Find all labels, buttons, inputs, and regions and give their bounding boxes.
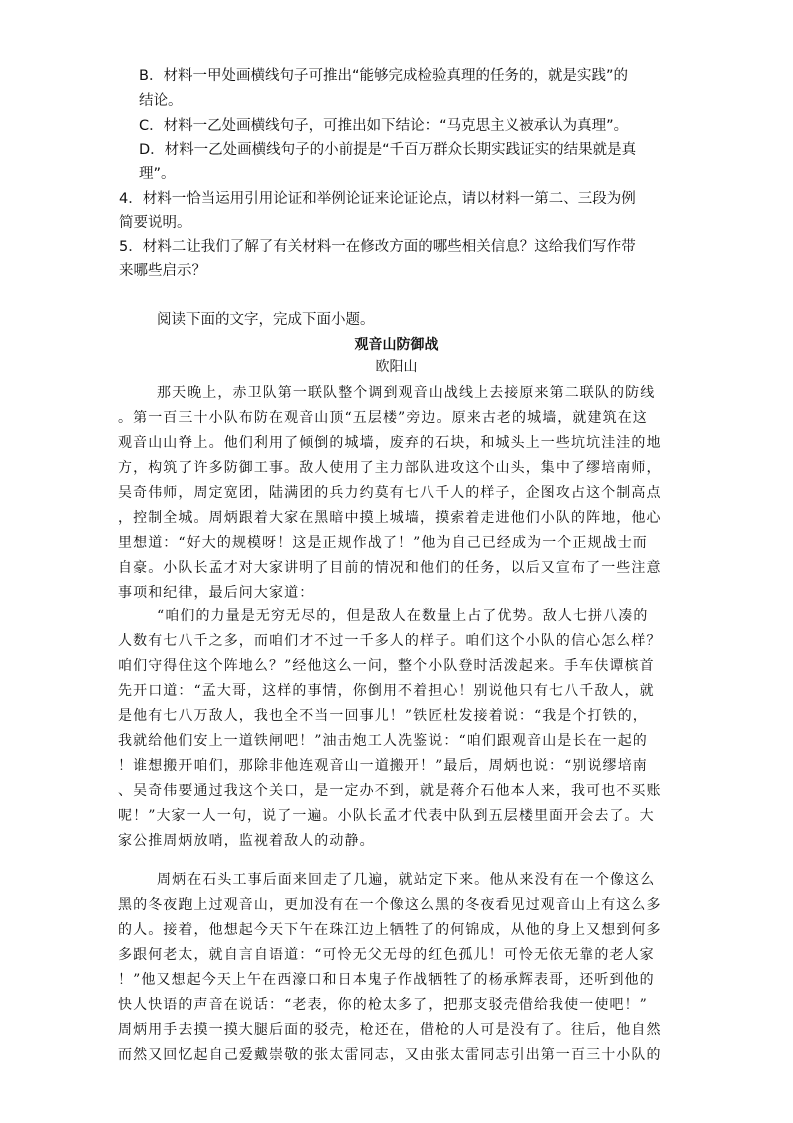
paragraph-1-line: 方，构筑了许多防御工事。敌人使用了主力部队进攻这个山头，集中了缪培南师，: [118, 460, 662, 476]
paragraph-3-line: 周炳在石头工事后面来回走了几遍，就站定下来。他从来没有在一个像这么: [157, 872, 656, 888]
paragraph-2-line: 、吴奇伟要通过我这个关口，是一定办不到，就是蒋介石他本人来，我可也不买账: [118, 783, 662, 799]
paragraph-2-line: “咱们的力量是无穷无尽的，但是敌人在数量上占了优势。敌人七拼八凑的: [157, 608, 649, 624]
paragraph-3-line: 黑的冬夜跑上过观音山，更加没有在一个像这么黑的冬夜看见过观音山上有这么多: [118, 897, 662, 913]
paragraph-2-line: 我就给他们安上一道铁闸吧！”油击炮工人冼鉴说：“咱们跟观音山是长在一起的: [118, 733, 648, 749]
paragraph-3-line: ！”他又想起今天上午在西濠口和日本鬼子作战牺牲了的杨承辉表哥，还听到他的: [118, 972, 655, 988]
paragraph-3-line: 快人快语的声音在说话：“老表，你的枪太多了，把那支驳壳借给我使一使吧！”: [118, 997, 648, 1013]
paragraph-1-line: ，控制全城。周炳跟着大家在黑暗中摸上城墙，摸索着走进他们小队的阵地，他心: [118, 510, 662, 526]
paragraph-3-line: 周炳用手去摸一摸大腿后面的驳壳，枪还在，借枪的人可是没有了。往后，他自然: [118, 1022, 662, 1038]
paragraph-2-line: ！谁想搬开咱们，那除非他连观音山一道搬开！”最后，周炳也说：“别说缪培南: [118, 758, 648, 774]
paragraph-2-line: 咱们守得住这个阵地么？”经他这么一问，整个小队登时活泼起来。手车伕谭槟首: [118, 658, 655, 674]
paragraph-1-line: 自豪。小队长孟才对大家讲明了目前的情况和他们的任务，以后又宣布了一些注意: [118, 560, 662, 576]
paragraph-1-line: 那天晚上，赤卫队第一联队整个调到观音山战线上去接原来第二联队的防线: [157, 385, 656, 401]
question-4-line-1: 4．材料一恰当运用引用论证和举例论证来论证论点，请以材料一第二、三段为例: [119, 191, 636, 207]
option-b-line-2: 结论。: [139, 93, 183, 109]
paragraph-2-line: 是他有七八万敌人，我也全不当一回事儿！”铁匠杜发接着说：“我是个打铁的，: [118, 708, 648, 724]
question-5-line-2: 来哪些启示？: [119, 263, 206, 279]
paragraph-1-line: 里想道：“好大的规模呀！这是正规作战了！”他为自己已经成为一个正规战士而: [118, 535, 648, 551]
option-d-line-2: 理”。: [139, 166, 176, 182]
paragraph-2-line: 呢！”大家一人一句，说了一遍。小队长孟才代表中队到五层楼里面开会去了。大: [118, 808, 655, 824]
paragraph-2-line: 先开口道：“孟大哥，这样的事情，你倒用不着担心！别说他只有七八千敌人，就: [118, 683, 655, 699]
option-b-line-1: B．材料一甲处画横线句子可推出“能够完成检验真理的任务的，就是实践”的: [139, 68, 628, 84]
question-5-line-1: 5．材料二让我们了解了有关材料一在修改方面的哪些相关信息？这给我们写作带: [119, 239, 636, 255]
story-title: 观音山防御战: [354, 337, 439, 353]
paragraph-1-line: 观音山山脊上。他们利用了倾倒的城墙，废弃的石块，和城头上一些坑坑洼洼的地: [118, 435, 662, 451]
reading-instruction: 阅读下面的文字，完成下面小题。: [157, 312, 375, 328]
question-4-line-2: 简要说明。: [119, 215, 192, 231]
option-d-line-1: D．材料一乙处画横线句子的小前提是“千百万群众长期实践证实的结果就是真: [139, 142, 637, 158]
paragraph-1-line: 。第一百三十小队布防在观音山顶“五层楼”旁边。原来古老的城墙，就建筑在这: [118, 410, 648, 426]
paragraph-2-line: 家公推周炳放哨，监视着敌人的动静。: [118, 833, 375, 849]
story-author: 欧阳山: [375, 359, 418, 375]
paragraph-3-line: 多跟何老太，就自言自语道：“可怜无父无母的红色孤儿！可怜无依无靠的老人家: [118, 947, 655, 963]
paragraph-1-line: 事项和纪律，最后问大家道：: [118, 585, 315, 601]
paragraph-1-line: 吴奇伟师，周定宽团，陆满团的兵力约莫有七八千人的样子，企图攻占这个制高点: [118, 485, 662, 501]
paragraph-3-line: 而然又回忆起自己爱戴崇敬的张太雷同志，又由张太雷同志引出第一百三十小队的: [118, 1047, 662, 1063]
option-c-line-1: C．材料一乙处画横线句子，可推出如下结论：“马克思主义被承认为真理”。: [139, 118, 629, 134]
paragraph-3-line: 的人。接着，他想起今天下午在珠江边上牺牲了的何锦成，从他的身上又想到何多: [118, 922, 662, 938]
paragraph-2-line: 人数有七八千之多，而咱们才不过一千多人的样子。咱们这个小队的信心怎么样？: [118, 633, 662, 649]
